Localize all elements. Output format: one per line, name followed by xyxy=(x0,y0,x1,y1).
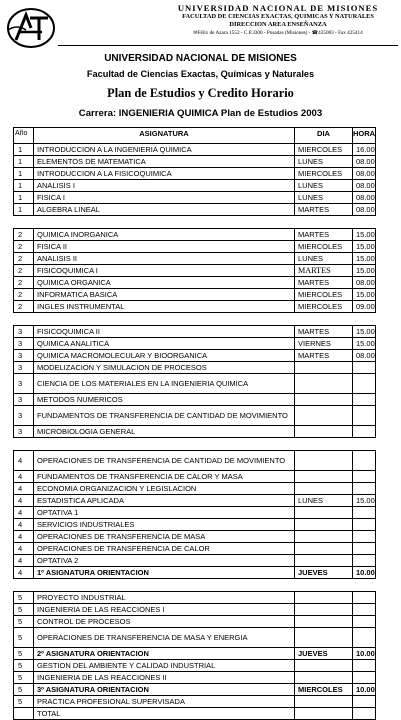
year-cell xyxy=(14,708,34,719)
hour-cell xyxy=(353,616,375,627)
hour-cell: 15.00 xyxy=(356,266,375,275)
subject-cell: INTRODUCCION A LA INGENIERIA QUIMICA xyxy=(34,144,295,155)
table-row xyxy=(13,277,376,289)
subject-cell: CIENCIA DE LOS MATERIALES EN LA INGENIERIA QUIMICA xyxy=(34,374,295,393)
table-row xyxy=(13,325,376,338)
day-cell xyxy=(295,471,353,482)
year-cell: 4 xyxy=(14,519,34,530)
hour-cell: 15.00 xyxy=(356,339,375,348)
year-cell: 2 xyxy=(14,241,34,252)
year-cell: 4 xyxy=(14,483,34,494)
day-cell: LUNES xyxy=(295,180,353,191)
table-row xyxy=(13,507,376,519)
day-cell: MARTES xyxy=(295,326,353,337)
subject-cell: FISICOQUIMICA II xyxy=(34,326,295,337)
day-cell: MIERCOLES xyxy=(295,144,353,155)
year-cell: 2 xyxy=(14,289,34,300)
subject-cell: 1º ASIGNATURA ORIENTACION xyxy=(34,567,295,578)
year-cell: 2 xyxy=(14,253,34,264)
day-cell xyxy=(295,362,353,373)
hour-cell: 08.00 xyxy=(356,351,375,360)
hour-cell xyxy=(353,451,375,470)
subject-cell: FISICA II xyxy=(34,241,295,252)
year-cell: 3 xyxy=(14,350,34,361)
subject-cell: OPTATIVA 2 xyxy=(34,555,295,566)
letterhead-department: DIRECCION AREA ENSEÑANZA xyxy=(229,21,327,28)
day-cell: MARTES xyxy=(295,204,353,215)
table-row xyxy=(13,567,376,579)
hour-cell: 15.00 xyxy=(356,230,375,239)
day-cell: JUEVES xyxy=(295,648,353,659)
year-cell: 4 xyxy=(14,451,34,470)
table-row xyxy=(13,362,376,374)
day-cell xyxy=(295,592,353,603)
hour-cell: 08.00 xyxy=(356,193,375,202)
hour-cell xyxy=(353,628,375,647)
year-cell: 5 xyxy=(14,616,34,627)
hour-cell xyxy=(353,543,375,554)
table-row xyxy=(13,483,376,495)
day-column-header: DIA xyxy=(295,128,353,143)
year-cell: 3 xyxy=(14,326,34,337)
year-cell: 1 xyxy=(14,204,34,215)
subject-cell: OPERACIONES DE TRANSFERENCIA DE CANTIDAD DE MOVIMIENTO xyxy=(34,451,295,470)
year-cell: 5 xyxy=(14,604,34,615)
section-spacer xyxy=(13,313,374,325)
university-logo xyxy=(6,6,56,50)
year-cell: 3 xyxy=(14,426,34,437)
table-row xyxy=(13,604,376,616)
subject-cell: OPERACIONES DE TRANSFERENCIA DE CALOR xyxy=(34,543,295,554)
day-cell: LUNES xyxy=(295,253,353,264)
hour-cell xyxy=(353,406,375,425)
table-body xyxy=(13,144,376,720)
year-cell: 4 xyxy=(14,495,34,506)
hour-cell xyxy=(353,519,375,530)
faculty-title: Facultad de Ciencias Exactas, Químicas y Naturales xyxy=(86,69,315,79)
year-cell: 5 xyxy=(14,628,34,647)
table-row xyxy=(13,555,376,567)
subject-cell: 2º ASIGNATURA ORIENTACION xyxy=(34,648,295,659)
day-cell xyxy=(295,696,353,707)
day-cell xyxy=(295,672,353,683)
hour-cell: 08.00 xyxy=(356,157,375,166)
hour-cell xyxy=(353,507,375,518)
year-cell: 1 xyxy=(14,192,34,203)
subject-cell: INFORMATICA BASICA xyxy=(34,289,295,300)
year-cell: 4 xyxy=(14,507,34,518)
table-row xyxy=(13,519,376,531)
section-spacer xyxy=(13,216,374,228)
hour-cell: 10.00 xyxy=(356,649,375,658)
day-cell: LUNES xyxy=(295,192,353,203)
table-row xyxy=(13,495,376,507)
subject-cell: ECONOMIA ORGANIZACION Y LEGISLACION xyxy=(34,483,295,494)
subject-cell: PRACTICA PROFESIONAL SUPERVISADA xyxy=(34,696,295,707)
table-row xyxy=(13,144,376,156)
table-row xyxy=(13,450,376,471)
hour-cell xyxy=(353,426,375,437)
table-row xyxy=(13,180,376,192)
section-spacer xyxy=(13,579,374,591)
year-cell: 3 xyxy=(14,362,34,373)
subject-cell: ANALISIS I xyxy=(34,180,295,191)
hour-cell: 10.00 xyxy=(356,685,375,694)
table-row xyxy=(13,265,376,277)
year-cell: 3 xyxy=(14,406,34,425)
subject-cell: CONTROL DE PROCESOS xyxy=(34,616,295,627)
university-title: UNIVERSIDAD NACIONAL DE MISIONES xyxy=(104,53,297,64)
subject-cell: OPERACIONES DE TRANSFERENCIA DE MASA Y ENERGIA xyxy=(34,628,295,647)
subject-cell: 3º ASIGNATURA ORIENTACION xyxy=(34,684,295,695)
table-row xyxy=(13,543,376,555)
day-cell: VIERNES xyxy=(295,338,353,349)
curriculum-table xyxy=(13,127,376,720)
year-cell: 5 xyxy=(14,684,34,695)
table-row xyxy=(13,672,376,684)
hour-cell: 15.00 xyxy=(356,242,375,251)
table-row xyxy=(13,301,376,313)
subject-cell: INGLES INSTRUMENTAL xyxy=(34,301,295,312)
table-row xyxy=(13,241,376,253)
year-cell: 1 xyxy=(14,180,34,191)
subject-cell: INGENIERIA DE LAS REACCIONES I xyxy=(34,604,295,615)
day-cell: MARTES xyxy=(295,229,353,240)
subject-cell: ALGEBRA LINEAL xyxy=(34,204,295,215)
year-cell: 5 xyxy=(14,592,34,603)
subject-cell: QUIMICA ORGANICA xyxy=(34,277,295,288)
plan-title: Plan de Estudios y Credito Horario xyxy=(107,86,294,100)
day-cell xyxy=(295,374,353,393)
hour-cell: 15.00 xyxy=(356,496,375,505)
table-row xyxy=(13,684,376,696)
table-row xyxy=(13,204,376,216)
table-row xyxy=(13,648,376,660)
hour-cell: 08.00 xyxy=(356,205,375,214)
year-cell: 5 xyxy=(14,660,34,671)
table-row xyxy=(13,289,376,301)
subject-cell: MODELIZACION Y SIMULACION DE PROCESOS xyxy=(34,362,295,373)
subject-cell: TOTAL xyxy=(34,708,295,719)
day-cell xyxy=(295,451,353,470)
hour-cell: 15.00 xyxy=(356,290,375,299)
subject-cell: FISICOQUIMICA I xyxy=(34,265,295,276)
hour-cell: 16.00 xyxy=(356,145,375,154)
subject-cell: OPTATIVA 1 xyxy=(34,507,295,518)
hour-cell xyxy=(353,660,375,671)
year-cell: 5 xyxy=(14,672,34,683)
subject-cell: ELEMENTOS DE MATEMATICA xyxy=(34,156,295,167)
day-cell: LUNES xyxy=(295,495,353,506)
year-cell: 1 xyxy=(14,168,34,179)
letterhead-address: ✉Félix de Azara 1552 - C.P.3300 - Posadas (Misiones) - ☎435083 - Fax 425414 xyxy=(193,30,363,36)
year-cell: 3 xyxy=(14,394,34,405)
subject-cell: METODOS NUMERICOS xyxy=(34,394,295,405)
career-title: Carrera: INGENIERIA QUIMICA Plan de Estudios 2003 xyxy=(78,108,323,119)
day-cell xyxy=(295,394,353,405)
subject-cell: OPERACIONES DE TRANSFERENCIA DE MASA xyxy=(34,531,295,542)
table-row xyxy=(13,708,376,720)
year-cell: 2 xyxy=(14,229,34,240)
hour-cell: 10.00 xyxy=(356,568,375,577)
hour-cell xyxy=(353,604,375,615)
year-column-header: Año xyxy=(14,128,34,143)
day-cell xyxy=(295,616,353,627)
year-cell: 1 xyxy=(14,156,34,167)
day-cell xyxy=(295,628,353,647)
day-cell xyxy=(295,660,353,671)
subject-cell: GESTION DEL AMBIENTE Y CALIDAD INDUSTRIAL xyxy=(34,660,295,671)
letterhead-faculty: FACULTAD DE CIENCIAS EXACTAS, QUIMICAS Y NATURALES xyxy=(182,13,374,20)
hour-cell: 08.00 xyxy=(356,169,375,178)
hour-cell: 09.00 xyxy=(356,302,375,311)
subject-cell: INTRODUCCION A LA FISICOQUIMICA xyxy=(34,168,295,179)
subject-cell: FUNDAMENTOS DE TRANSFERENCIA DE CANTIDAD DE MOVIMIENTO xyxy=(34,406,295,425)
day-cell: MARTES xyxy=(295,265,353,276)
subject-cell: ANALISIS II xyxy=(34,253,295,264)
hour-cell xyxy=(353,672,375,683)
table-row xyxy=(13,192,376,204)
year-cell: 5 xyxy=(14,696,34,707)
subject-cell: PROYECTO INDUSTRIAL xyxy=(34,592,295,603)
day-cell xyxy=(295,543,353,554)
table-row xyxy=(13,696,376,708)
day-cell xyxy=(295,406,353,425)
hour-column-header: HORA xyxy=(353,129,375,138)
year-cell: 2 xyxy=(14,301,34,312)
year-cell: 4 xyxy=(14,567,34,578)
year-cell: 4 xyxy=(14,555,34,566)
table-row xyxy=(13,228,376,241)
subject-cell: QUIMICA MACROMOLECULAR Y BIOORGANICA xyxy=(34,350,295,361)
table-row xyxy=(13,253,376,265)
table-header-row xyxy=(13,127,376,144)
hour-cell xyxy=(353,394,375,405)
table-row xyxy=(13,660,376,672)
day-cell xyxy=(295,555,353,566)
hour-cell xyxy=(353,471,375,482)
year-cell: 2 xyxy=(14,277,34,288)
section-spacer xyxy=(13,438,374,450)
year-cell: 3 xyxy=(14,338,34,349)
subject-cell: INGENIERIA DE LAS REACCIONES II xyxy=(34,672,295,683)
table-row xyxy=(13,338,376,350)
year-cell: 4 xyxy=(14,531,34,542)
table-row xyxy=(13,471,376,483)
hour-cell xyxy=(353,708,375,719)
hour-cell xyxy=(353,696,375,707)
subject-cell: FISICA I xyxy=(34,192,295,203)
table-row xyxy=(13,406,376,426)
day-cell xyxy=(295,531,353,542)
day-cell: MIERCOLES xyxy=(295,168,353,179)
hour-cell: 15.00 xyxy=(356,327,375,336)
letterhead-university: UNIVERSIDAD NACIONAL DE MISIONES xyxy=(177,3,379,13)
subject-column-header: ASIGNATURA xyxy=(34,128,295,143)
table-row xyxy=(13,591,376,604)
day-cell: MIERCOLES xyxy=(295,241,353,252)
day-cell xyxy=(295,604,353,615)
hour-cell xyxy=(353,531,375,542)
subject-cell: QUIMICA ANALITICA xyxy=(34,338,295,349)
subject-cell: QUIMICA INORGANICA xyxy=(34,229,295,240)
letterhead xyxy=(160,3,396,38)
year-cell: 1 xyxy=(14,144,34,155)
day-cell xyxy=(295,507,353,518)
day-cell xyxy=(295,426,353,437)
year-cell: 4 xyxy=(14,543,34,554)
day-cell: MIERCOLES xyxy=(295,289,353,300)
hour-cell: 08.00 xyxy=(356,181,375,190)
table-row xyxy=(13,394,376,406)
year-cell: 5 xyxy=(14,648,34,659)
hour-cell xyxy=(353,362,375,373)
hour-cell xyxy=(353,483,375,494)
subject-cell: FUNDAMENTOS DE TRANSFERENCIA DE CALOR Y MASA xyxy=(34,471,295,482)
subject-cell: MICROBIOLOGIA GENERAL xyxy=(34,426,295,437)
table-row xyxy=(13,374,376,394)
letterhead-divider xyxy=(58,45,398,46)
year-cell: 3 xyxy=(14,374,34,393)
table-row xyxy=(13,531,376,543)
hour-cell xyxy=(353,374,375,393)
day-cell: MIERCOLES xyxy=(295,301,353,312)
day-cell xyxy=(295,483,353,494)
table-row xyxy=(13,616,376,628)
day-cell: LUNES xyxy=(295,156,353,167)
hour-cell xyxy=(353,555,375,566)
hour-cell xyxy=(353,592,375,603)
day-cell xyxy=(295,708,353,719)
day-cell xyxy=(295,519,353,530)
day-cell: MARTES xyxy=(295,350,353,361)
day-cell: JUEVES xyxy=(295,567,353,578)
table-row xyxy=(13,156,376,168)
table-row xyxy=(13,350,376,362)
hour-cell: 15.00 xyxy=(356,254,375,263)
table-row xyxy=(13,426,376,438)
table-row xyxy=(13,628,376,648)
day-cell: MIERCOLES xyxy=(295,684,353,695)
table-row xyxy=(13,168,376,180)
day-cell: MARTES xyxy=(295,277,353,288)
hour-cell: 08.00 xyxy=(356,278,375,287)
year-cell: 4 xyxy=(14,471,34,482)
subject-cell: SERVICIOS INDUSTRIALES xyxy=(34,519,295,530)
year-cell: 2 xyxy=(14,265,34,276)
subject-cell: ESTADISTICA APLICADA xyxy=(34,495,295,506)
